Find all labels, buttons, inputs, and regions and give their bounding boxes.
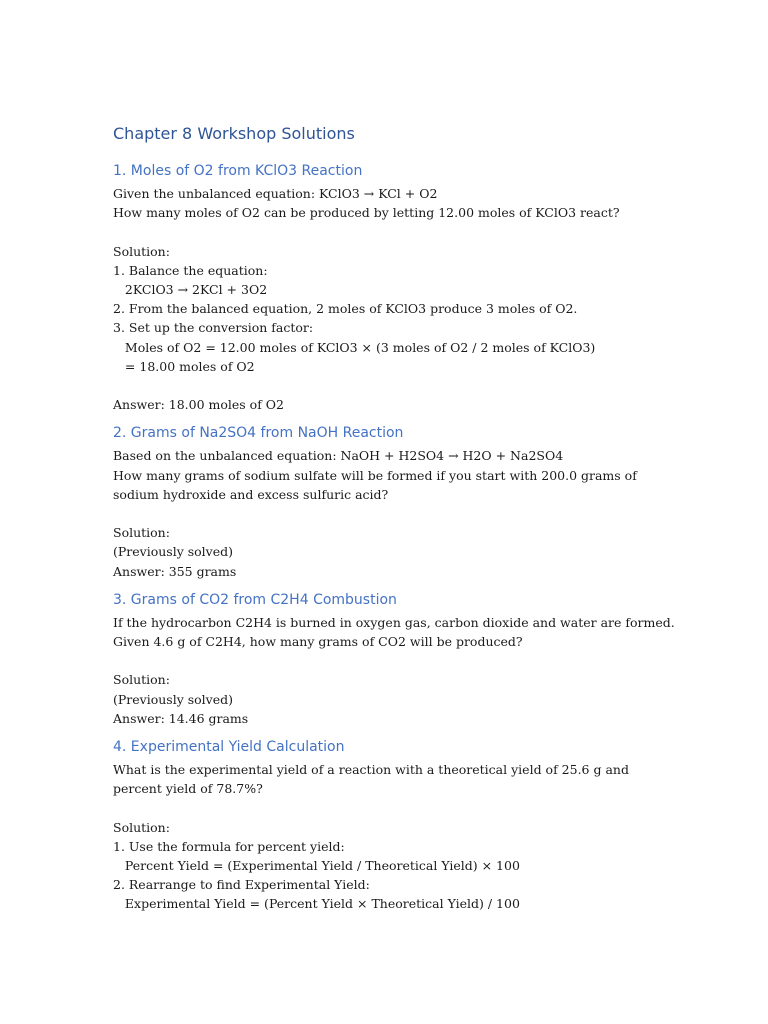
blank-line <box>113 222 673 241</box>
text-line: Experimental Yield = (Percent Yield × Theoretical Yield) / 100 <box>113 896 520 912</box>
text-line: 1. Balance the equation: <box>113 262 268 278</box>
text-line: Given 4.6 g of C2H4, how many grams of CO2 will be produced? <box>113 634 523 650</box>
answer-line: Answer: 355 grams <box>113 563 237 579</box>
section-heading: 3. Grams of CO2 from C2H4 Combustion <box>113 591 397 608</box>
blank-line <box>113 504 673 523</box>
text-line: 2. From the balanced equation, 2 moles of KClO3 produce 3 moles of O2. <box>113 301 578 317</box>
text-line: If the hydrocarbon C2H4 is burned in oxygen gas, carbon dioxide and water are formed. <box>113 614 675 630</box>
text-line: Moles of O2 = 12.00 moles of KClO3 × (3 moles of O2 / 2 moles of KClO3) <box>113 339 596 355</box>
text-line: 3. Set up the conversion factor: <box>113 320 314 336</box>
section-heading: 4. Experimental Yield Calculation <box>113 739 345 756</box>
text-line: 2KClO3 → 2KCl + 3O2 <box>113 282 268 297</box>
document-page <box>113 122 673 922</box>
text-line: Solution: <box>113 819 170 835</box>
blank-line <box>113 798 673 817</box>
text-line: 2. Rearrange to find Experimental Yield: <box>113 877 370 893</box>
section-2 <box>113 422 673 580</box>
blank-line <box>113 376 673 395</box>
text-line: Solution: <box>113 243 170 259</box>
section-4 <box>113 736 673 914</box>
text-line: Based on the unbalanced equation: NaOH + H2SO4 → H2O + Na2SO4 <box>113 448 564 464</box>
text-line: Solution: <box>113 525 170 541</box>
text-line: = 18.00 moles of O2 <box>113 358 255 374</box>
document-title: Chapter 8 Workshop Solutions <box>113 124 355 143</box>
section-3 <box>113 589 673 728</box>
text-line: How many grams of sodium sulfate will be formed if you start with 200.0 grams of sodium hydroxide and excess sulfuric acid? <box>113 467 637 502</box>
answer-line: Answer: 14.46 grams <box>113 710 249 726</box>
text-line: 1. Use the formula for percent yield: <box>113 838 345 854</box>
text-line: Percent Yield = (Experimental Yield / Theoretical Yield) × 100 <box>113 858 520 874</box>
text-line: Solution: <box>113 672 170 688</box>
text-line: (Previously solved) <box>113 691 234 707</box>
section-1 <box>113 160 673 414</box>
section-heading: 1. Moles of O2 from KClO3 Reaction <box>113 163 363 179</box>
text-line: (Previously solved) <box>113 544 234 560</box>
text-line: Given the unbalanced equation: KClO3 → KCl + O2 <box>113 186 438 201</box>
blank-line <box>113 651 673 670</box>
text-line: What is the experimental yield of a reaction with a theoretical yield of 25.6 g and percent yield of 78.7%? <box>113 762 629 797</box>
text-line: How many moles of O2 can be produced by letting 12.00 moles of KClO3 react? <box>113 205 620 221</box>
answer-line: Answer: 18.00 moles of O2 <box>113 397 284 413</box>
section-heading: 2. Grams of Na2SO4 from NaOH Reaction <box>113 425 404 442</box>
